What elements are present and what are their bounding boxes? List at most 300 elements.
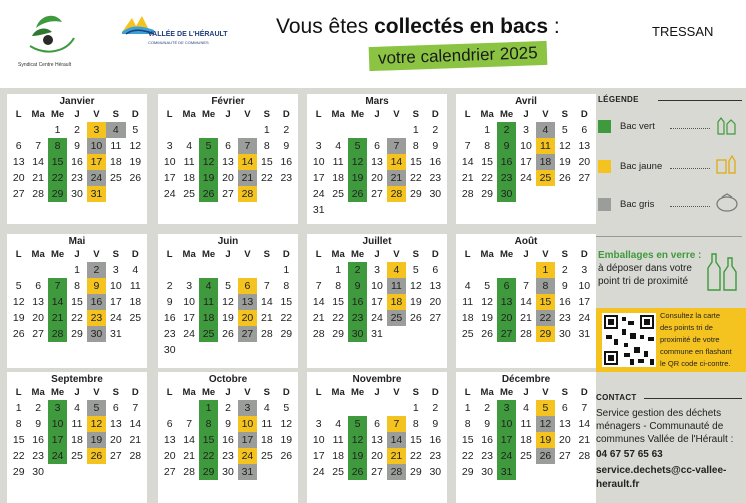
collection-day-jaune: 26: [87, 448, 106, 464]
day-cell: 25: [110, 172, 122, 184]
day-cell: 7: [464, 140, 471, 152]
day-cell: 2: [35, 402, 42, 414]
day-cell: 12: [129, 140, 142, 152]
collection-day-vert: 21: [48, 310, 67, 326]
weekday-header: S: [561, 109, 569, 120]
weekday-header: V: [542, 387, 549, 398]
day-cell: 9: [74, 140, 80, 152]
contact-email-line-1[interactable]: service.dechets@cc-vallee-: [596, 465, 727, 476]
collection-day-vert: 18: [199, 310, 218, 326]
day-cell: 30: [481, 466, 493, 478]
day-cell: 3: [186, 280, 193, 292]
weekday-header: V: [93, 387, 100, 398]
day-cell: 6: [112, 402, 119, 414]
empty-cell: [328, 122, 347, 138]
collection-day-vert: 27: [497, 326, 516, 342]
day-cell: 11: [261, 418, 273, 430]
day-cell: 27: [12, 188, 25, 200]
legend-panel: [592, 88, 746, 503]
title-prefix: Vous êtes: [276, 15, 375, 38]
day-cell: 3: [315, 140, 322, 152]
collection-day-vert: 22: [199, 448, 218, 464]
day-cell: 1: [263, 124, 270, 136]
collection-day-jaune: 14: [238, 154, 257, 170]
weekday-header: J: [374, 387, 380, 398]
collection-day-gris: 4: [536, 122, 555, 138]
empty-cell: [28, 122, 47, 138]
qr-text-5: le QR code ci-contre.: [660, 359, 731, 368]
day-cell: 15: [461, 434, 474, 446]
weekday-header: J: [374, 249, 380, 260]
collection-day-gris: 8: [536, 278, 555, 294]
day-cell: 16: [429, 156, 442, 168]
weekday-header: Ma: [480, 249, 494, 260]
day-cell: 18: [520, 434, 532, 446]
day-cell: 20: [222, 172, 234, 184]
collection-day-gris: 13: [238, 294, 257, 310]
collection-day-jaune: 31: [87, 186, 106, 202]
day-cell: 5: [561, 124, 568, 136]
empty-cell: [477, 262, 496, 278]
month-grid: [307, 248, 447, 342]
collection-day-vert: 2: [348, 262, 367, 278]
day-cell: 17: [578, 296, 591, 308]
weekday-header: Ma: [331, 387, 345, 398]
day-cell: 26: [12, 328, 25, 340]
day-cell: 24: [520, 172, 532, 184]
day-cell: 1: [283, 264, 290, 276]
day-cell: 28: [461, 188, 474, 200]
collection-day-vert: 9: [497, 138, 516, 154]
month-name: Janvier: [59, 96, 95, 107]
collection-day-vert: 7: [48, 278, 67, 294]
day-cell: 11: [71, 418, 83, 430]
day-cell: 28: [32, 188, 44, 200]
weekday-header: L: [166, 249, 173, 260]
day-cell: 1: [74, 264, 80, 276]
day-cell: 17: [312, 172, 325, 184]
day-cell: 14: [261, 296, 273, 308]
weekday-header: D: [282, 387, 290, 398]
contact-title: CONTACT: [596, 393, 637, 402]
weekday-header: Me: [50, 109, 65, 120]
collection-day-gris: 25: [387, 310, 406, 326]
contact-phone[interactable]: 04 67 57 65 63: [596, 449, 663, 460]
day-cell: 25: [332, 466, 344, 478]
day-cell: 2: [166, 280, 173, 292]
packaging-icon: [714, 152, 740, 176]
day-cell: 6: [225, 140, 231, 152]
day-cell: 11: [110, 140, 122, 152]
collection-day-jaune: 20: [238, 310, 257, 326]
day-cell: 25: [129, 312, 142, 324]
day-cell: 5: [225, 280, 231, 292]
empty-cell: [179, 262, 198, 278]
collection-day-jaune: 12: [87, 416, 106, 432]
day-cell: 24: [371, 312, 383, 324]
collection-day-gris: 26: [536, 448, 555, 464]
weekday-header: D: [282, 249, 290, 260]
day-cell: 22: [332, 312, 344, 324]
weekday-header: Ma: [31, 387, 45, 398]
month-grid: [307, 108, 447, 218]
collection-day-gris: 30: [87, 326, 106, 342]
month-name: Décembre: [501, 374, 551, 385]
month-12: [456, 372, 596, 503]
month-name: Juin: [217, 236, 239, 247]
qr-code[interactable]: [602, 313, 656, 367]
collection-day-vert: 29: [199, 464, 218, 480]
day-cell: 27: [559, 450, 571, 462]
day-cell: 23: [32, 450, 44, 462]
empty-cell: [9, 262, 28, 278]
vallee-herault-logo: [120, 14, 230, 48]
weekday-header: S: [263, 387, 271, 398]
collection-day-vert: 16: [348, 294, 367, 310]
collection-day-vert: 22: [48, 170, 67, 186]
month-name: Mai: [68, 236, 86, 247]
day-cell: 5: [283, 402, 290, 414]
collection-day-vert: 26: [348, 464, 367, 480]
month-grid: [158, 248, 298, 358]
day-cell: 17: [183, 312, 195, 324]
day-cell: 11: [129, 280, 141, 292]
day-cell: 17: [110, 296, 122, 308]
day-cell: 22: [12, 450, 25, 462]
empty-cell: [179, 122, 198, 138]
collection-day-gris: 2: [87, 262, 106, 278]
month-3: [307, 94, 447, 224]
day-cell: 4: [132, 264, 139, 276]
collection-day-gris: 10: [87, 138, 106, 154]
collection-day-vert: 31: [497, 464, 516, 480]
day-cell: 31: [371, 328, 383, 340]
weekday-header: J: [523, 109, 529, 120]
qr-info-box: [596, 308, 746, 372]
day-cell: 6: [432, 264, 439, 276]
day-cell: 8: [484, 140, 491, 152]
collection-day-vert: 15: [199, 432, 218, 448]
contact-line-1: Service gestion des déchets: [596, 408, 722, 419]
day-cell: 9: [35, 418, 42, 430]
collection-day-vert: 20: [497, 310, 516, 326]
day-cell: 20: [559, 434, 571, 446]
weekday-header: S: [112, 387, 120, 398]
collection-day-gris: 3: [238, 400, 257, 416]
contact-email-line-2[interactable]: herault.fr: [596, 479, 640, 490]
weekday-header: S: [112, 109, 120, 120]
collection-day-jaune: 10: [238, 416, 257, 432]
day-cell: 29: [332, 328, 344, 340]
day-cell: 24: [110, 312, 122, 324]
collection-day-vert: 12: [199, 154, 218, 170]
month-1: [7, 94, 147, 224]
bac-gris-label: Bac gris: [620, 199, 655, 210]
collection-day-jaune: 23: [87, 310, 106, 326]
day-cell: 16: [429, 434, 442, 446]
weekday-header: Ma: [331, 249, 345, 260]
empty-cell: [367, 122, 386, 138]
day-cell: 26: [410, 312, 422, 324]
day-cell: 10: [371, 280, 383, 292]
weekday-header: Me: [499, 249, 514, 260]
day-cell: 15: [481, 156, 493, 168]
day-cell: 18: [71, 434, 83, 446]
day-cell: 17: [312, 450, 325, 462]
day-cell: 27: [371, 466, 383, 478]
weekday-header: D: [431, 249, 439, 260]
weekday-header: L: [15, 249, 22, 260]
collection-day-jaune: 4: [387, 262, 406, 278]
day-cell: 4: [186, 140, 193, 152]
day-cell: 13: [110, 418, 122, 430]
day-cell: 13: [163, 434, 176, 446]
day-cell: 24: [183, 328, 195, 340]
empty-cell: [328, 400, 347, 416]
weekday-header: S: [412, 387, 420, 398]
day-cell: 8: [15, 418, 22, 430]
weekday-header: V: [244, 109, 251, 120]
page-subtitle: votre calendrier 2025: [369, 41, 547, 71]
collection-day-gris: 31: [238, 464, 257, 480]
day-cell: 12: [481, 296, 493, 308]
day-cell: 16: [280, 156, 293, 168]
month-name: Février: [211, 96, 245, 107]
day-cell: 16: [163, 312, 176, 324]
contact-line-2: ménagers - Communauté de: [596, 421, 724, 432]
day-cell: 12: [222, 296, 234, 308]
day-cell: 4: [523, 402, 529, 414]
collection-day-jaune: 11: [536, 138, 555, 154]
collection-day-gris: 14: [387, 432, 406, 448]
day-cell: 8: [74, 280, 80, 292]
collection-day-gris: 5: [87, 400, 106, 416]
empty-cell: [199, 262, 218, 278]
day-cell: 15: [71, 296, 83, 308]
qr-text-2: des points tri de: [660, 323, 713, 332]
month-8: [456, 234, 596, 368]
day-cell: 9: [283, 140, 290, 152]
day-cell: 23: [71, 172, 83, 184]
day-cell: 2: [432, 402, 439, 414]
weekday-header: S: [412, 109, 420, 120]
day-cell: 27: [32, 328, 44, 340]
day-cell: 4: [464, 280, 471, 292]
day-cell: 15: [261, 156, 273, 168]
weekday-header: Ma: [331, 109, 345, 120]
day-cell: 6: [166, 418, 173, 430]
day-cell: 7: [186, 418, 193, 430]
collection-day-jaune: 25: [536, 170, 555, 186]
day-cell: 21: [578, 434, 591, 446]
day-cell: 3: [374, 264, 380, 276]
collection-day-vert: 13: [497, 294, 516, 310]
day-cell: 11: [332, 434, 344, 446]
day-cell: 30: [32, 466, 44, 478]
day-cell: 8: [412, 418, 419, 430]
collection-day-vert: 16: [497, 154, 516, 170]
day-cell: 16: [32, 434, 44, 446]
empty-cell: [348, 400, 367, 416]
weekday-header: J: [74, 387, 80, 398]
day-cell: 25: [520, 450, 532, 462]
weekday-header: Ma: [182, 249, 196, 260]
day-cell: 13: [429, 280, 442, 292]
day-cell: 17: [163, 172, 176, 184]
month-name: Novembre: [352, 374, 402, 385]
day-cell: 9: [166, 296, 173, 308]
collection-day-vert: 14: [48, 294, 67, 310]
day-cell: 10: [312, 156, 325, 168]
day-cell: 28: [578, 450, 591, 462]
weekday-header: S: [561, 249, 569, 260]
collection-day-gris: 21: [238, 170, 257, 186]
weekday-header: L: [15, 109, 22, 120]
day-cell: 15: [332, 296, 344, 308]
day-cell: 14: [520, 296, 532, 308]
weekday-header: L: [464, 109, 471, 120]
collection-day-vert: 5: [348, 138, 367, 154]
day-cell: 7: [523, 280, 529, 292]
day-cell: 3: [523, 124, 529, 136]
empty-cell: [516, 262, 535, 278]
collection-day-vert: 10: [497, 416, 516, 432]
day-cell: 7: [35, 140, 42, 152]
day-cell: 9: [484, 418, 491, 430]
weekday-header: Me: [350, 109, 365, 120]
collection-day-vert: 3: [48, 400, 67, 416]
day-cell: 9: [432, 140, 439, 152]
day-cell: 24: [163, 188, 176, 200]
day-cell: 17: [520, 156, 532, 168]
day-cell: 30: [222, 466, 234, 478]
day-cell: 14: [461, 156, 474, 168]
day-cell: 2: [561, 264, 568, 276]
weekday-header: V: [93, 249, 100, 260]
day-cell: 22: [261, 172, 273, 184]
day-cell: 1: [54, 124, 61, 136]
day-cell: 14: [578, 418, 591, 430]
day-cell: 18: [183, 172, 195, 184]
day-cell: 3: [166, 140, 173, 152]
day-cell: 19: [222, 312, 234, 324]
recycling-bottles-icon: [714, 114, 740, 136]
day-cell: 28: [129, 450, 142, 462]
month-10: [158, 372, 298, 503]
day-cell: 20: [371, 450, 383, 462]
commune-name: TRESSAN: [652, 24, 714, 39]
day-cell: 30: [71, 188, 83, 200]
weekday-header: V: [244, 249, 251, 260]
day-cell: 18: [332, 172, 344, 184]
day-cell: 9: [561, 280, 568, 292]
day-cell: 6: [581, 124, 588, 136]
collection-day-gris: 4: [106, 122, 125, 138]
collection-day-jaune: 1: [536, 262, 555, 278]
day-cell: 29: [71, 328, 83, 340]
day-cell: 28: [183, 466, 195, 478]
weekday-header: Me: [201, 109, 216, 120]
day-cell: 20: [371, 172, 383, 184]
day-cell: 4: [263, 402, 270, 414]
collection-day-vert: 5: [199, 138, 218, 154]
qr-text-4: commune en flashant: [660, 347, 732, 356]
contact-divider: [644, 398, 742, 399]
empty-cell: [160, 122, 179, 138]
weekday-header: Me: [201, 249, 216, 260]
day-cell: 15: [12, 434, 25, 446]
weekday-header: J: [523, 387, 529, 398]
day-cell: 26: [129, 172, 142, 184]
collection-day-vert: 8: [199, 416, 218, 432]
day-cell: 7: [132, 402, 139, 414]
empty-cell: [160, 262, 179, 278]
weekday-header: S: [412, 249, 420, 260]
day-cell: 22: [481, 172, 493, 184]
weekday-header: Me: [499, 387, 514, 398]
day-cell: 29: [461, 466, 474, 478]
day-cell: 14: [183, 434, 195, 446]
day-cell: 12: [410, 280, 422, 292]
collection-day-vert: 9: [348, 278, 367, 294]
legend-divider: [658, 100, 742, 101]
weekday-header: L: [315, 249, 322, 260]
qr-text-1: Consultez la carte: [660, 311, 721, 320]
day-cell: 30: [429, 466, 442, 478]
collection-day-jaune: 6: [238, 278, 257, 294]
day-cell: 15: [410, 434, 422, 446]
empty-cell: [179, 400, 198, 416]
month-name: Août: [514, 236, 538, 247]
day-cell: 12: [12, 296, 25, 308]
day-cell: 7: [263, 280, 270, 292]
empty-cell: [238, 122, 257, 138]
bac-jaune-swatch: [598, 160, 611, 173]
day-cell: 10: [110, 280, 122, 292]
day-cell: 3: [315, 418, 322, 430]
day-cell: 4: [335, 418, 342, 430]
day-cell: 19: [410, 296, 422, 308]
day-cell: 13: [371, 434, 383, 446]
day-cell: 20: [578, 156, 591, 168]
day-cell: 18: [110, 156, 122, 168]
weekday-header: J: [523, 249, 529, 260]
month-grid: [158, 108, 298, 202]
day-cell: 16: [559, 296, 571, 308]
month-11: [307, 372, 447, 503]
day-cell: 6: [374, 140, 380, 152]
bac-vert-label: Bac vert: [620, 121, 655, 132]
day-cell: 1: [484, 124, 491, 136]
day-cell: 20: [12, 172, 25, 184]
page-title: [276, 15, 560, 39]
day-cell: 28: [520, 328, 532, 340]
empty-cell: [48, 262, 67, 278]
collection-day-gris: 7: [387, 138, 406, 154]
month-name: Avril: [515, 96, 537, 107]
day-cell: 20: [163, 450, 176, 462]
day-cell: 3: [581, 264, 588, 276]
collection-day-jaune: 7: [387, 416, 406, 432]
day-cell: 11: [183, 156, 195, 168]
day-cell: 27: [222, 188, 234, 200]
day-cell: 27: [163, 466, 176, 478]
weekday-header: J: [374, 109, 380, 120]
collection-day-vert: 12: [348, 432, 367, 448]
collection-day-gris: 19: [87, 432, 106, 448]
collection-day-vert: 23: [348, 310, 367, 326]
collection-day-vert: 11: [199, 294, 218, 310]
